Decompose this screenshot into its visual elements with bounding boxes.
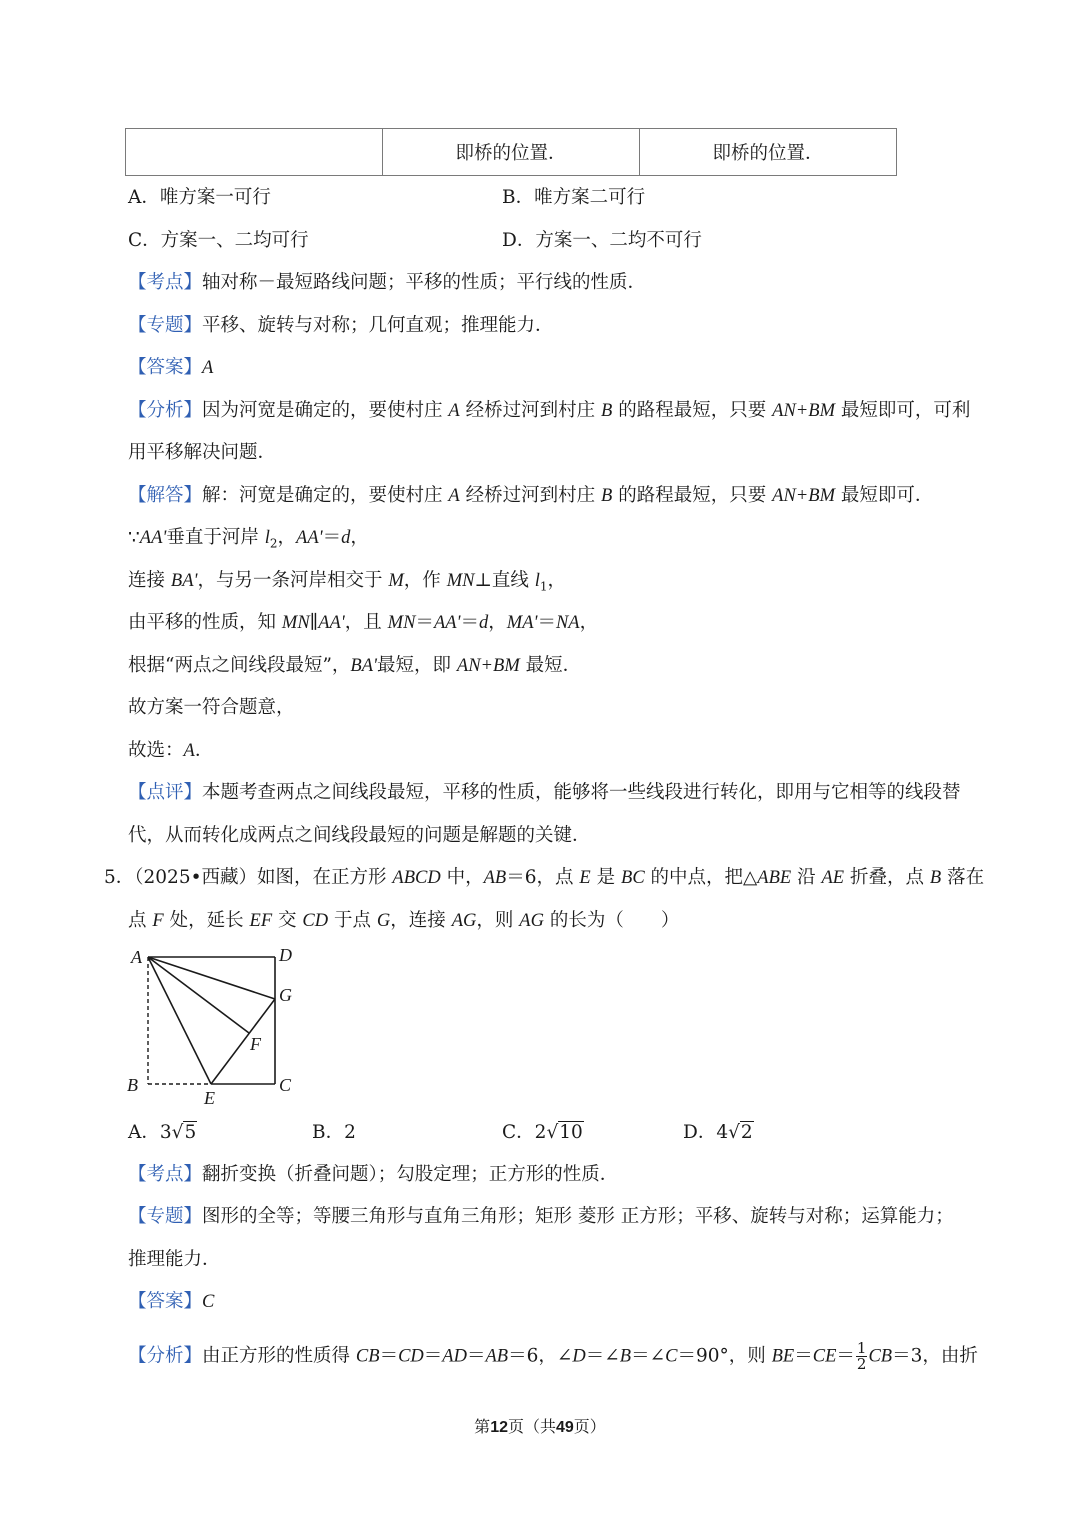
q5-stem: [104, 866, 984, 890]
var: AE: [821, 868, 845, 888]
text: 由平移的性质，知: [128, 612, 277, 633]
q4-step-2: [128, 569, 566, 599]
q4-fenxi: [128, 399, 970, 423]
text: 中，: [446, 867, 484, 888]
text: 的路程最短，只要: [618, 485, 767, 506]
text: 最短，即: [376, 655, 451, 676]
q4-step-6: [128, 739, 213, 763]
text: ＝3，由折: [892, 1345, 978, 1367]
square-fold-figure: [120, 940, 310, 1112]
text: 落在: [947, 867, 985, 888]
text: ，: [277, 527, 297, 548]
label-e: E: [204, 1088, 215, 1108]
text: 本题考查两点之间线段最短，平移的性质，能够将一些线段进行转化，即用与它相等的线段替: [202, 782, 961, 803]
var: AN+BM: [456, 656, 520, 676]
text: ，: [547, 570, 567, 591]
text: ＝: [415, 612, 434, 633]
text: ＝6，点: [506, 867, 574, 888]
var: AN+BM: [772, 486, 835, 506]
var: B: [601, 486, 613, 506]
q5-stem-line2: [128, 909, 679, 933]
jieda-tag: 【解答】: [128, 485, 203, 506]
text: 根据“两点之间线段最短”，: [128, 655, 351, 676]
denominator: 2: [856, 1355, 867, 1373]
text: ＝6，∠: [508, 1345, 573, 1367]
q5-answer: [128, 1290, 214, 1314]
kaodian-tag: 【考点】: [128, 272, 203, 293]
page-total: 49: [556, 1419, 574, 1436]
var: B: [601, 401, 613, 421]
text: ，且: [344, 612, 382, 633]
text: 2: [534, 1122, 547, 1143]
text: 折叠，点: [849, 867, 924, 888]
var: MN: [446, 571, 475, 591]
text: 是: [596, 867, 616, 888]
label-g: G: [279, 985, 292, 1005]
text: ＝: [537, 612, 556, 633]
numerator: 1: [856, 1339, 867, 1357]
var: BE: [771, 1346, 795, 1367]
text: 第: [474, 1417, 491, 1436]
answer-value: C: [202, 1292, 215, 1312]
var: CD: [398, 1346, 424, 1367]
label-f: F: [250, 1034, 261, 1054]
var: A: [183, 741, 195, 761]
answer-value: A: [202, 358, 214, 378]
text: ＝: [836, 1345, 855, 1367]
var: AB: [485, 1346, 509, 1367]
var: l: [264, 528, 270, 548]
var: CB: [355, 1346, 380, 1367]
var: NA: [555, 613, 580, 633]
table-cell: [126, 129, 383, 176]
subscript: 2: [269, 536, 278, 551]
segment-ae: [148, 957, 211, 1084]
var: AG: [519, 911, 544, 931]
var: MA': [506, 613, 538, 633]
sqrt-sign: √: [546, 1122, 559, 1143]
q4-step-4: [128, 654, 581, 678]
text: ∵: [128, 527, 140, 548]
text: 由正方形的性质得: [202, 1345, 351, 1367]
var: A: [448, 401, 460, 421]
text: 页）: [573, 1417, 606, 1436]
var: ABE: [757, 868, 792, 888]
zhuanti-tag: 【专题】: [128, 315, 203, 336]
page-number: 12: [490, 1419, 508, 1436]
q4-jieda: [128, 484, 933, 508]
text: ＝: [460, 612, 480, 633]
table-cell: 即桥的位置．: [640, 129, 897, 176]
text: ＝90°，则: [677, 1345, 766, 1367]
var: BA': [170, 571, 198, 591]
text: 的中点，把△: [650, 867, 758, 888]
text: ＝: [423, 1345, 443, 1367]
q5-option-a: [128, 1121, 197, 1145]
var: CB: [868, 1346, 893, 1367]
var: EF: [249, 911, 273, 931]
page-footer: [0, 1414, 1080, 1437]
var: AA': [296, 528, 323, 548]
var: d: [479, 613, 489, 633]
segment-af: [148, 957, 249, 1033]
table-row: [126, 129, 897, 176]
text: 沿: [797, 867, 816, 888]
text: ，作: [403, 570, 441, 591]
var: B: [619, 1346, 632, 1367]
text: 最短即可，可利: [840, 400, 971, 421]
text: ∥: [309, 612, 319, 633]
var: AA': [139, 528, 167, 548]
text: ，: [579, 612, 599, 633]
text: 2: [344, 1122, 356, 1143]
q4-answer: [128, 356, 213, 380]
table-cell: 即桥的位置．: [383, 129, 640, 176]
q4-option-c: C．方案一、二均可行: [128, 230, 309, 251]
subscript: 1: [539, 579, 548, 594]
text: 经桥过河到村庄: [465, 485, 596, 506]
text: 解：河宽是确定的，要使村庄: [202, 485, 443, 506]
sqrt-sign: √: [171, 1122, 184, 1143]
var: BC: [621, 868, 645, 888]
kaodian-text: 轴对称－最短路线问题；平移的性质；平行线的性质．: [202, 272, 647, 293]
text: 最短．: [525, 655, 582, 676]
text: 于点: [334, 910, 372, 931]
text: ＝: [466, 1345, 486, 1367]
text: 垂直于河岸: [166, 527, 259, 548]
radicand: 10: [559, 1122, 583, 1143]
var: d: [341, 528, 351, 548]
dianping-tag: 【点评】: [128, 782, 203, 803]
var: AA': [318, 613, 345, 633]
text: ．: [194, 740, 214, 761]
q5-fenxi: [128, 1341, 978, 1372]
kaodian-text: 翻折变换（折叠问题）；勾股定理；正方形的性质．: [202, 1164, 619, 1185]
text: 交: [278, 910, 297, 931]
text: 经桥过河到村庄: [465, 400, 596, 421]
q5-option-d: [683, 1121, 754, 1145]
text: ，: [350, 527, 369, 548]
q4-step-5: 故方案一符合题意，: [128, 697, 295, 718]
radicand: 5: [184, 1122, 197, 1143]
var: AD: [442, 1346, 467, 1367]
q4-dianping: [128, 781, 961, 805]
text: ，与另一条河岸相交于: [197, 570, 383, 591]
label-b: B: [127, 1075, 138, 1095]
text: ＝∠: [585, 1345, 620, 1367]
var: BA': [350, 656, 377, 676]
text: B．: [312, 1122, 345, 1143]
text: ，则: [476, 910, 514, 931]
q4-dianping-line2: 代，从而转化成两点之间线段最短的问题是解题的关键．: [128, 825, 591, 846]
q5-zhuanti: [128, 1205, 954, 1229]
q4-option-a: A．唯方案一可行: [128, 187, 271, 208]
text: 连接: [128, 570, 166, 591]
text: 5．（2025•西藏）如图，在正方形: [104, 867, 387, 888]
var: G: [376, 911, 391, 931]
var: B: [929, 868, 942, 888]
kaodian-tag: 【考点】: [128, 1164, 203, 1185]
text: 因为河宽是确定的，要使村庄: [202, 400, 443, 421]
q4-kaodian: [128, 271, 646, 295]
text: 最短即可．: [840, 485, 934, 506]
var: ABCD: [392, 868, 441, 888]
text: 4: [716, 1122, 729, 1143]
q5-zhuanti-line2: 推理能力．: [128, 1249, 221, 1270]
fenxi-tag: 【分析】: [128, 1345, 203, 1367]
var: CD: [302, 911, 329, 931]
var: E: [579, 868, 591, 888]
zhuanti-tag: 【专题】: [128, 1206, 203, 1227]
var: AB: [483, 868, 507, 888]
text: ＝: [322, 527, 342, 548]
q5-option-b: [312, 1121, 356, 1145]
fenxi-tag: 【分析】: [128, 400, 203, 421]
var: AA': [433, 613, 461, 633]
text: ＝∠: [631, 1345, 666, 1367]
label-d: D: [279, 945, 292, 965]
q4-fenxi-line2: 用平移解决问题．: [128, 442, 277, 463]
zhuanti-text: 图形的全等；等腰三角形与直角三角形；矩形 菱形 正方形；平移、旋转与对称；运算能力；: [202, 1206, 954, 1227]
var: CE: [812, 1346, 837, 1367]
q4-step-1: [128, 526, 369, 556]
text: ，连接: [390, 910, 446, 931]
text: ＝: [379, 1345, 399, 1367]
text: 故选：: [128, 740, 184, 761]
text: 的路程最短，只要: [618, 400, 767, 421]
text: ＝: [794, 1345, 813, 1367]
var: M: [388, 571, 404, 591]
var: F: [152, 911, 164, 931]
var: l: [534, 571, 540, 591]
answer-tag: 【答案】: [128, 1291, 203, 1312]
answer-tag: 【答案】: [128, 357, 203, 378]
text: C．: [502, 1122, 535, 1143]
var: MN: [281, 613, 310, 633]
segment-ag: [148, 957, 275, 999]
q4-option-d: D．方案一、二均不可行: [502, 230, 702, 251]
scheme-table: [125, 128, 897, 176]
text: ，: [488, 612, 507, 633]
zhuanti-text: 平移、旋转与对称；几何直观；推理能力．: [202, 315, 554, 336]
text: 页（共: [507, 1417, 556, 1436]
var: AG: [451, 911, 477, 931]
text: ⊥直线: [474, 570, 529, 591]
text: 处，延长: [169, 910, 244, 931]
q4-option-b: B．唯方案二可行: [502, 187, 646, 208]
q4-step-3: [128, 611, 598, 635]
var: MN: [387, 613, 416, 633]
text: A．: [128, 1122, 160, 1143]
label-c: C: [279, 1075, 292, 1095]
radicand: 2: [740, 1122, 753, 1143]
q5-option-c: [502, 1121, 584, 1145]
text: D．: [683, 1122, 717, 1143]
q4-zhuanti: [128, 314, 554, 338]
var: C: [665, 1346, 678, 1367]
var: D: [572, 1346, 586, 1367]
fraction-one-half: [856, 1341, 868, 1372]
text: 3: [159, 1122, 172, 1143]
sqrt-sign: √: [728, 1122, 740, 1143]
text: 点: [128, 910, 147, 931]
text: 的长为（ ）: [549, 910, 680, 931]
var: AN+BM: [772, 401, 835, 421]
q5-kaodian: [128, 1163, 618, 1187]
var: A: [448, 486, 460, 506]
label-a: A: [131, 947, 142, 967]
